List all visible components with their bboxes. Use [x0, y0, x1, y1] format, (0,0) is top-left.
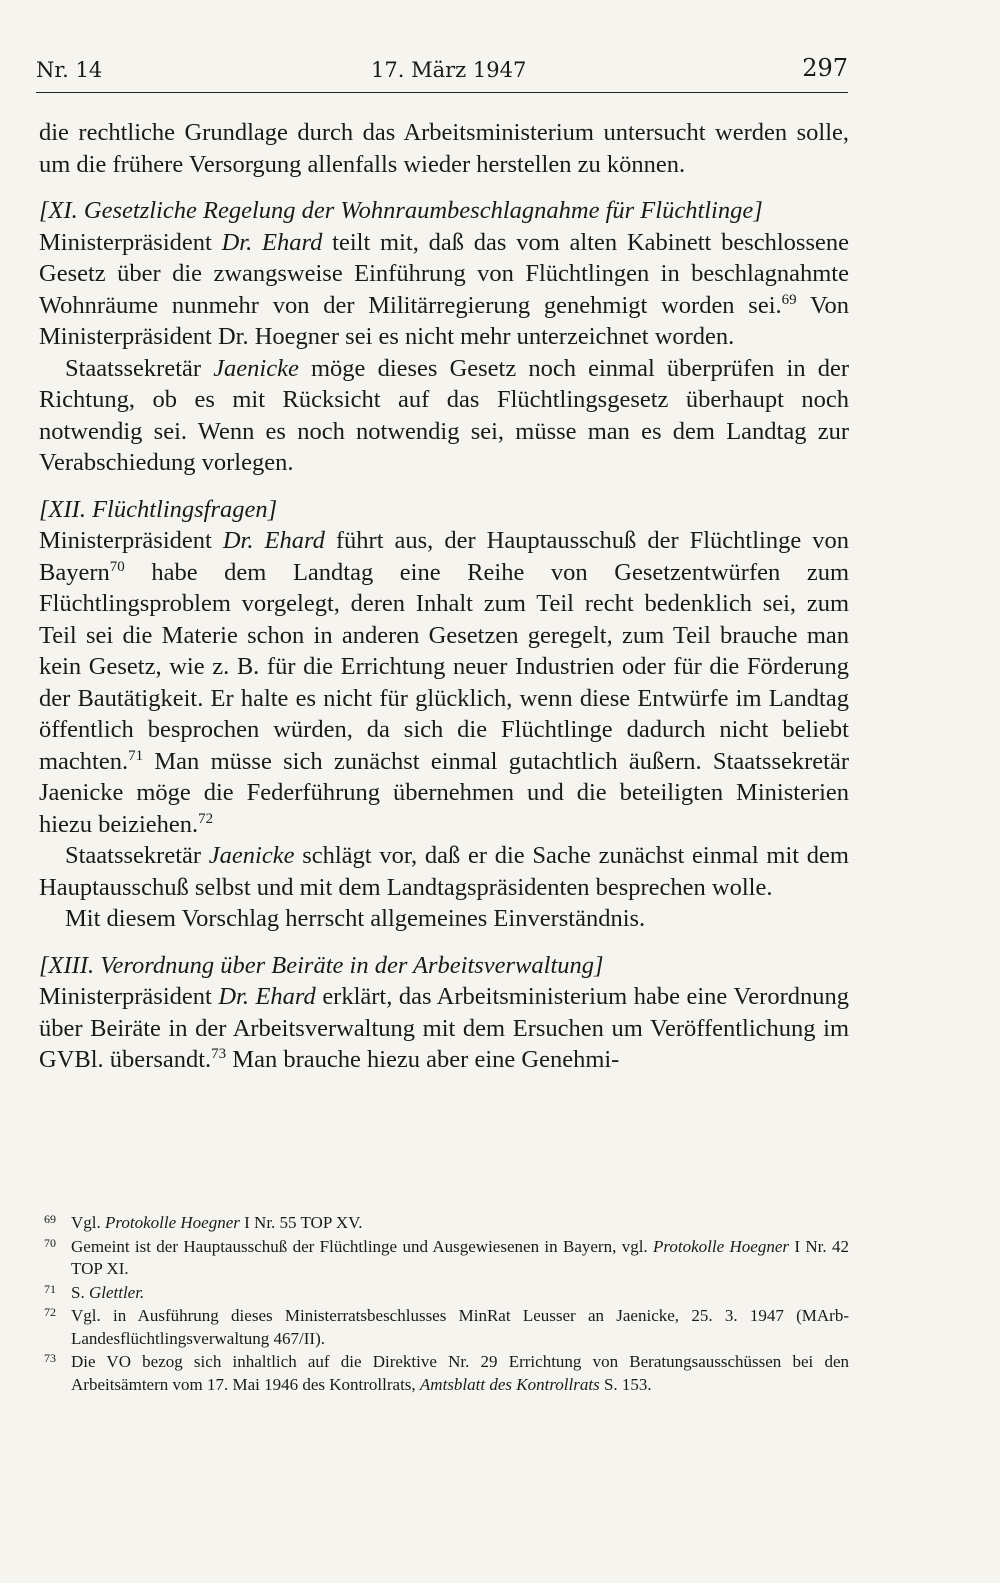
footnote-ref[interactable]: 72 — [198, 810, 214, 827]
footnote: 73 Die VO bezog sich inhaltlich auf die Direktive Nr. 29 Errichtung von Beratungsausschüssen bei den Arbeitsämtern vom 17. Mai 1946 des Kontrollrats, Amtsblatt des Kontrollrats S. 153. — [44, 1351, 849, 1394]
paragraph-xii-3: Mit diesem Vorschlag herrscht allgemeines Einverständnis. — [65, 905, 646, 932]
footnote-ref[interactable]: 70 — [109, 558, 125, 575]
footnote: 70 Gemeint ist der Hauptausschuß der Flüchtlinge und Ausgewiesenen in Bayern, vgl. Protokolle Hoegner I Nr. 42 TOP XI. — [44, 1235, 849, 1278]
issue-number: Nr. 14 — [36, 58, 103, 82]
footnote-ref[interactable]: 71 — [128, 747, 144, 764]
footnote-ref[interactable]: 69 — [781, 291, 797, 308]
body-text — [39, 117, 849, 1076]
page-number: 297 — [802, 54, 848, 82]
section-heading-xii: [XII. Flüchtlingsfragen] — [39, 495, 278, 523]
paragraph-xii-1: Ministerpräsident Dr. Ehard führt aus, der Hauptausschuß der Flüchtlinge von Bayern$^{70}$ habe dem Landtag eine Reihe von Gesetzentwürfen zum Flüchtlingsproblem vorgelegt, deren Inhalt zum Teil recht bedenklich sei, zum Teil sei die Materie schon in anderen Gesetzen geregelt, zum Teil brauche man kein Gesetz, wie z. B. für die Errichtung neuer Industrien oder für die Förderung der Bautätigkeit. Er halte es nicht für glücklich, wenn diese Entwürfe im Landtag öffentlich besprochen würden, da sich die Flüchtlinge dadurch nicht beliebt machten.$^{71}$ Man müsse sich zunächst einmal gutachtlich äußern. Staatssekretär Jaenicke möge die Federführung übernehmen und die beteiligten Ministerien hiezu beiziehen.$^{72}$ — [39, 527, 849, 838]
section-heading-xi: [XI. Gesetzliche Regelung der Wohnraumbeschlagnahme für Flüchtlinge] — [39, 197, 763, 224]
paragraph-xii-2: Staatssekretär Jaenicke schlägt vor, daß er die Sache zunächst einmal mit dem Hauptausschuß selbst und mit dem Landtagspräsidenten besprechen wolle. — [39, 842, 849, 901]
footnote-ref[interactable]: 73 — [211, 1046, 227, 1062]
paragraph-continuation: die rechtliche Grundlage durch das Arbeitsministerium untersucht werden solle, um die frühere Versorgung allenfalls wieder herstellen zu können. — [39, 119, 849, 178]
footnote: 69 Vgl. Protokolle Hoegner I Nr. 55 TOP XV. — [44, 1212, 363, 1232]
paragraph-xi-1: Ministerpräsident Dr. Ehard teilt mit, daß das vom alten Kabinett beschlossene Gesetz über die zwangsweise Einführung von Flüchtlingen in beschlagnahmte Wohnräume nunmehr von der Militärregierung genehmigt worden sei.$^{69}$ Von Ministerpräsident Dr. Hoegner sei es nicht mehr unterzeichnet worden. — [39, 228, 849, 350]
footnotes — [44, 1212, 849, 1397]
paragraph-xiii-1: Ministerpräsident Dr. Ehard erklärt, das Arbeitsministerium habe eine Verordnung über Beiräte in der Arbeitsverwaltung mit dem Ersuchen um Veröffentlichung im GVBl. übersandt.$^{73}$ Man brauche hiezu aber eine Genehmi- — [39, 983, 849, 1073]
paragraph-xi-2: Staatssekretär Jaenicke möge dieses Gesetz noch einmal überprüfen in der Richtung, ob es mit Rücksicht auf das Flüchtlingsgesetz überhaupt noch notwendig sei. Wenn es noch notwendig sei, müsse man es dem Landtag zur Verabschiedung vorlegen. — [39, 354, 849, 476]
footnote: 72 Vgl. in Ausführung dieses Ministerratsbeschlusses MinRat Leusser an Jaenicke, 25. 3. 1947 (MArb-Landesflüchtlingsverwaltung 467/II). — [44, 1305, 849, 1348]
section-heading-xiii: [XIII. Verordnung über Beiräte in der Arbeitsverwaltung] — [39, 951, 604, 979]
header-date: 17. März 1947 — [371, 58, 527, 82]
footnote: 71 S. Glettler. — [44, 1281, 145, 1302]
running-header — [36, 52, 848, 93]
